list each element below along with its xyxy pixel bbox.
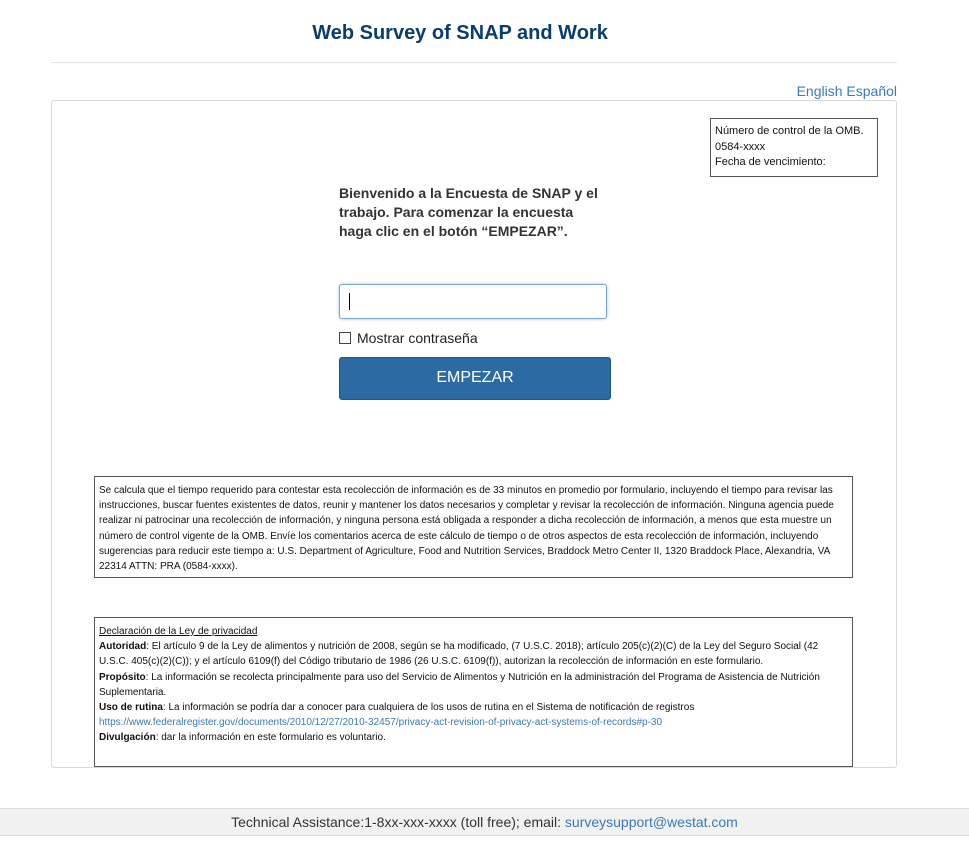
privacy-authority: Autoridad: El artículo 9 de la Ley de alimentos y nutrición de 2008, según se ha modificado, (7 U.S.C. 2018); artículo 205(c)(2)(C) de la Ley del Seguro Social (42 U.S.C. 405(c)(2)(C)); y el artículo 6109(f) del Código tributario de 1986 (26 U.S.C. 6109(f)), autorizan la recolección de información en este formulario. <box>99 641 819 668</box>
omb-expiration-label: Fecha de vencimiento: <box>715 156 826 168</box>
privacy-statement <box>94 617 853 767</box>
show-password-checkbox[interactable] <box>339 332 351 344</box>
privacy-heading: Declaración de la Ley de privacidad <box>99 626 258 637</box>
header-divider <box>51 62 897 63</box>
english-link[interactable]: English <box>796 83 843 99</box>
support-email-link[interactable]: surveysupport@westat.com <box>564 814 738 830</box>
show-password-label: Mostrar contraseña <box>357 330 478 346</box>
welcome-text: Bienvenido a la Encuesta de SNAP y el trabajo. Para comenzar la encuesta haga clic en el botón “EMPEZAR”. <box>339 185 598 239</box>
start-button[interactable]: EMPEZAR <box>339 357 611 400</box>
omb-control-number: 0584-xxxx <box>715 140 766 153</box>
burden-statement: Se calcula que el tiempo requerido para contestar esta recolección de información es de 33 minutos en promedio por formulario, incluyendo el tiempo para revisar las instrucciones, buscar fuentes existentes de datos, reunir y mantener los datos necesarios y completar y revisar la recolección de información. Ninguna agencia puede realizar ni patrocinar una recolección de información, y ninguna persona está obligada a responder a dicha recolección de información, a menos que esta muestre un número de control vigente de la OMB. Envíe los comentarios acerca de este cálculo de tiempo o de otros aspectos de esta recolección de información, incluyendo sugerencias para reducir este tiempo a: U.S. Department of Agriculture, Food and Nutrition Services, Braddock Metro Center II, 1320 Braddock Place, Alexandria, VA 22314 ATTN: PRA (0584-xxxx). <box>94 476 853 578</box>
text-caret <box>349 293 350 310</box>
footer-assistance-text: Technical Assistance:1-8xx-xxx-xxxx (toll free); email: <box>231 814 565 830</box>
privacy-routine-link[interactable]: https://www.federalregister.gov/documents/2010/12/27/2010-32457/privacy-act-revision-of-privacy-act-systems-of-records#p-30 <box>99 717 663 729</box>
password-input[interactable] <box>339 284 607 319</box>
footer <box>0 808 969 836</box>
spanish-link[interactable]: Español <box>846 83 897 99</box>
privacy-purpose: Propósito: La información se recolecta principalmente para uso del Servicio de Alimentos y Nutrición en la administración del Programa de Asistencia de Nutrición Suplementaria. <box>99 671 820 698</box>
page-title: Web Survey of SNAP and Work <box>312 22 608 44</box>
show-password-toggle[interactable] <box>339 330 478 346</box>
omb-box <box>710 118 878 177</box>
privacy-routine-use: Uso de rutina: La información se podría dar a conocer para cualquiera de los usos de rutina en el Sistema de notificación de registros <box>99 702 695 714</box>
privacy-disclosure: Divulgación: dar la información en este formulario es voluntario. <box>99 732 386 744</box>
language-switcher <box>797 83 897 99</box>
omb-control-label: Número de control de la OMB. <box>715 125 864 137</box>
